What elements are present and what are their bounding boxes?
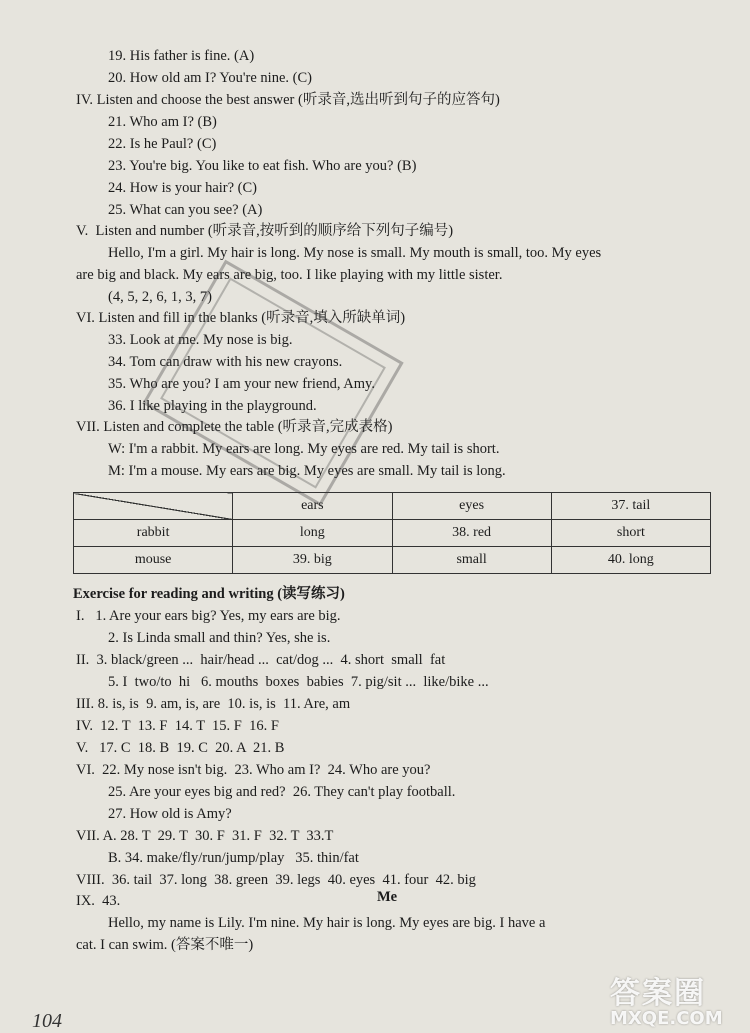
- text-line: Hello, I'm a girl. My hair is long. My nose is small. My mouth is small, too. My eyes: [108, 245, 602, 261]
- essay-title: Me: [377, 889, 398, 905]
- text-line: 36. I like playing in the playground.: [108, 398, 317, 414]
- watermark-url: MXQE.COM: [610, 1008, 723, 1029]
- text-line: VII. A. 28. T 29. T 30. F 31. F 32. T 33.T: [76, 828, 334, 844]
- table-cell: short: [551, 520, 710, 547]
- page-number: 104: [32, 1010, 62, 1032]
- table-cell: long: [233, 520, 392, 547]
- text-line: I. 1. Are your ears big? Yes, my ears are big.: [76, 608, 341, 624]
- text-line: cat. I can swim. (答案不唯一): [76, 937, 254, 953]
- text-line: 27. How old is Amy?: [108, 806, 232, 822]
- table-cell: 40. long: [551, 547, 710, 574]
- text-line: 23. You're big. You like to eat fish. Who are you? (B): [108, 158, 417, 174]
- table-row: [74, 520, 711, 547]
- text-line: 24. How is your hair? (C): [108, 180, 258, 196]
- site-watermark: [610, 968, 723, 1029]
- text-line: IV. 12. T 13. F 14. T 15. F 16. F: [76, 718, 279, 734]
- table-cell: 39. big: [233, 547, 392, 574]
- text-line: 35. Who are you? I am your new friend, Amy.: [108, 376, 375, 392]
- text-line: 5. I two/to hi 6. mouths boxes babies 7. pig/sit ... like/bike ...: [108, 674, 489, 690]
- text-line: are big and black. My ears are big, too. I like playing with my little sister.: [76, 267, 503, 283]
- text-line: 19. His father is fine. (A): [108, 48, 255, 64]
- watermark-logo-text: 答案圈: [610, 976, 706, 1011]
- table-header-tail: 37. tail: [551, 493, 710, 520]
- text-line: 33. Look at me. My nose is big.: [108, 332, 293, 348]
- table-row: [74, 547, 711, 574]
- text-line: Exercise for reading and writing (读写练习): [73, 586, 345, 602]
- text-line: VII. Listen and complete the table (听录音,完成表格): [76, 419, 393, 435]
- table-cell: 38. red: [392, 520, 551, 547]
- text-line: B. 34. make/fly/run/jump/play 35. thin/fat: [108, 850, 359, 866]
- text-line: (4, 5, 2, 6, 1, 3, 7): [108, 289, 212, 305]
- text-line: VI. Listen and fill in the blanks (听录音,填入所缺单词): [76, 310, 406, 326]
- text-line: III. 8. is, is 9. am, is, are 10. is, is 11. Are, am: [76, 696, 351, 712]
- complete-table: [73, 492, 711, 574]
- table-cell: rabbit: [74, 520, 233, 547]
- text-line: V. Listen and number (听录音,按听到的顺序给下列句子编号): [76, 223, 454, 239]
- table-header-ears: ears: [233, 493, 392, 520]
- text-line: 21. Who am I? (B): [108, 114, 217, 130]
- text-line: VIII. 36. tail 37. long 38. green 39. legs 40. eyes 41. four 42. big: [76, 872, 476, 888]
- text-line: II. 3. black/green ... hair/head ... cat/dog ... 4. short small fat: [76, 652, 446, 668]
- text-line: 2. Is Linda small and thin? Yes, she is.: [108, 630, 331, 646]
- text-line: 34. Tom can draw with his new crayons.: [108, 354, 343, 370]
- table-header-row: [74, 493, 711, 520]
- text-line: IX. 43.: [76, 893, 121, 909]
- text-line: 25. Are your eyes big and red? 26. They can't play football.: [108, 784, 456, 800]
- text-line: W: I'm a rabbit. My ears are long. My eyes are red. My tail is short.: [108, 441, 500, 457]
- text-line: V. 17. C 18. B 19. C 20. A 21. B: [76, 740, 285, 756]
- table-cell: mouse: [74, 547, 233, 574]
- table-corner-cell: [74, 493, 233, 520]
- text-line: VI. 22. My nose isn't big. 23. Who am I? 24. Who are you?: [76, 762, 431, 778]
- text-line: Hello, my name is Lily. I'm nine. My hair is long. My eyes are big. I have a: [108, 915, 546, 931]
- table-cell: small: [392, 547, 551, 574]
- table-header-eyes: eyes: [392, 493, 551, 520]
- text-line: M: I'm a mouse. My ears are big. My eyes are small. My tail is long.: [108, 463, 506, 479]
- text-line: 20. How old am I? You're nine. (C): [108, 70, 312, 86]
- text-line: 25. What can you see? (A): [108, 202, 263, 218]
- text-line: 22. Is he Paul? (C): [108, 136, 217, 152]
- text-line: IV. Listen and choose the best answer (听录音,选出听到句子的应答句): [76, 92, 500, 108]
